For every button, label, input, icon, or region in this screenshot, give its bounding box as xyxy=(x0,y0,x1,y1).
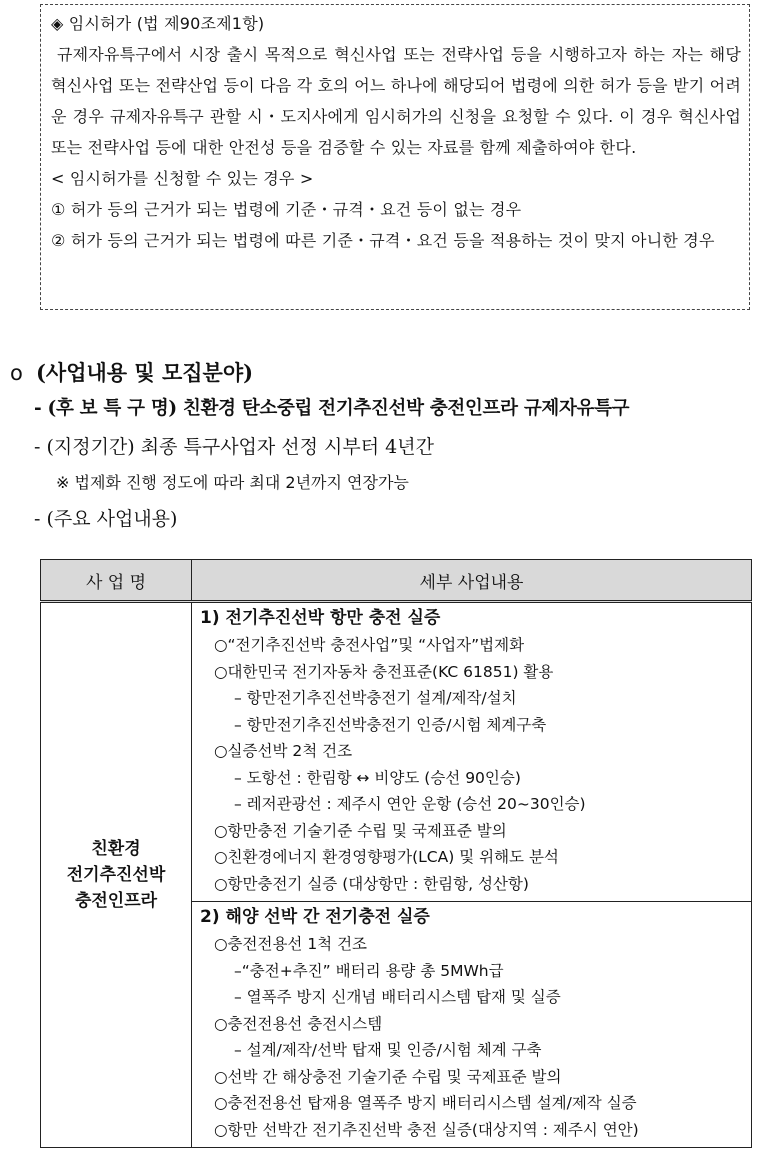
notice-paragraph: 규제자유특구에서 시장 출시 목적으로 혁신사업 또는 전략사업 등을 시행하고자 하는 자는 해당 혁신사업 또는 전략산업 등이 다음 각 호의 어느 하나에 해당되어 법령에 의한 허가 등을 받기 어려운 경우 규제자유특구 관할 시・도지사에게 임시허가의 신청을 요청할 수 있다. 이 경우 혁신사업 또는 전략사업 등에 대한 안전성 등을 검증할 수 있는 자료를 함께 제출하여야 한다. xyxy=(51,45,741,157)
table-row xyxy=(41,602,752,902)
detail-item: ○대한민국 전기자동차 충전표준(KC 61851) 활용 xyxy=(214,662,554,681)
detail-subitem: – 도항선 : 한림항 ↔ 비양도 (승선 90인승) xyxy=(234,768,521,787)
detail-item: ○선박 간 해상충전 기술기준 수립 및 국제표준 발의 xyxy=(214,1067,562,1086)
section-heading xyxy=(10,356,760,390)
detail-item: ○충전전용선 탑재용 열폭주 방지 배터리시스템 설계/제작 실증 xyxy=(214,1094,637,1112)
details-block xyxy=(192,902,751,1147)
header-business-name: 사 업 명 xyxy=(41,560,192,602)
detail-item: ○“전기추진선박 충전사업”및 “사업자”법제화 xyxy=(214,636,525,654)
details-block xyxy=(192,603,751,901)
detail-item: ○항만충전 기술기준 수립 및 국제표준 발의 xyxy=(214,821,507,840)
temporary-permit-notice xyxy=(40,4,750,310)
detail-item: ○친환경에너지 환경영향평가(LCA) 및 위해도 분석 xyxy=(214,848,559,866)
table-header-row xyxy=(41,560,752,602)
detail-item: ○실증선박 2척 건조 xyxy=(214,742,353,760)
designation-period: - (지정기간) 최종 특구사업자 선정 시부터 4년간 xyxy=(34,436,434,458)
section-heading-text: (사업내용 및 모집분야) xyxy=(36,360,254,385)
business-name-line: 전기추진선박 xyxy=(66,865,166,885)
details-block-2 xyxy=(192,902,752,1148)
notice-case-2: ② 허가 등의 근거가 되는 법령에 따른 기준・규격・요건 등을 적용하는 것이 맞지 아니한 경우 xyxy=(51,231,715,250)
business-name-line: 충전인프라 xyxy=(74,891,158,911)
business-name-line: 친환경 xyxy=(91,839,141,859)
business-table xyxy=(40,559,752,1148)
detail-item: ○충전전용선 충전시스템 xyxy=(214,1014,383,1033)
detail-item: ○충전전용선 1척 건조 xyxy=(214,935,368,953)
business-name-cell xyxy=(41,602,192,1148)
block-heading: 1) 전기추진선박 항만 충전 실증 xyxy=(200,608,441,628)
detail-item: ○항만 선박간 전기추진선박 충전 실증(대상지역 : 제주시 연안) xyxy=(214,1120,639,1139)
header-business-details: 세부 사업내용 xyxy=(192,560,752,602)
candidate-zone-name: - (후 보 특 구 명) 친환경 탄소중립 전기추진선박 충전인프라 규제자유특구 xyxy=(34,398,630,419)
section-bullet: o xyxy=(10,361,23,385)
detail-subitem: – 항만전기추진선박충전기 설계/제작/설치 xyxy=(234,689,517,707)
business-section xyxy=(10,356,760,538)
details-block-1 xyxy=(192,602,752,902)
notice-case-1: ① 허가 등의 근거가 되는 법령에 기준・규격・요건 등이 없는 경우 xyxy=(51,200,522,219)
detail-subitem: – 항만전기추진선박충전기 인증/시험 체계구축 xyxy=(234,715,547,734)
period-note: ※ 법제화 진행 정도에 따라 최대 2년까지 연장가능 xyxy=(56,473,409,492)
block-heading: 2) 해양 선박 간 전기충전 실증 xyxy=(200,907,430,927)
detail-subitem: –“충전+추진” 배터리 용량 총 5MWh급 xyxy=(234,961,504,980)
notice-title: ◈ 임시허가 (법 제90조제1항) xyxy=(51,14,265,33)
detail-subitem: – 열폭주 방지 신개념 배터리시스템 탑재 및 실증 xyxy=(234,988,561,1006)
detail-item: ○항만충전기 실증 (대상항만 : 한림항, 성산항) xyxy=(214,874,529,893)
detail-subitem: – 설계/제작/선박 탑재 및 인증/시험 체계 구축 xyxy=(234,1041,542,1059)
notice-cases-heading: < 임시허가를 신청할 수 있는 경우 > xyxy=(51,169,314,188)
detail-subitem: – 레저관광선 : 제주시 연안 운항 (승선 20~30인승) xyxy=(234,795,586,813)
main-business-label: - (주요 사업내용) xyxy=(34,508,178,530)
